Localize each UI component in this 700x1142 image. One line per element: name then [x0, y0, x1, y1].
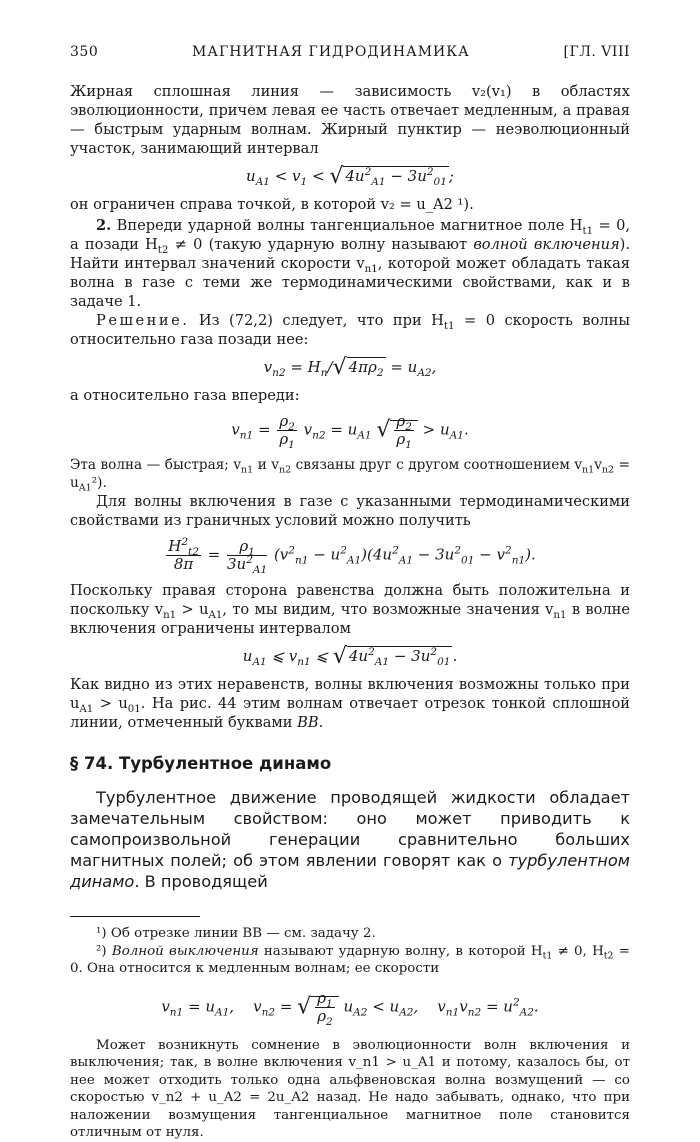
footnotes: [70, 925, 630, 1142]
equation-2: $v_{n2} = H_n/√$ $4\pi\rho_2 = u_{A2}$,: [263, 355, 437, 380]
equation-4: $\frac{H^2_{t2}}{8\pi}$ = $\frac{\rho_1}{3u^2_{A1}}$ $(v^2_{n1} - u^2_{A1})(4u^2_{A1} - 3u^2_{01} - v^2_{n1})$.: [168, 536, 536, 576]
chapter-label: [ГЛ. VIII: [563, 44, 630, 60]
footnote-1: ¹) Об отрезке линии BB — см. задачу 2.: [96, 926, 376, 941]
paragraph-9: Как видно из этих неравенств, волны включения возможны только при $u_{A1} > u_{01}$. На рис. 44 этим волнам отвечает отрезок тонкой сплошной линии, отмеченный буквами BB.: [70, 676, 630, 731]
section-paragraph: Турбулентное движение проводящей жидкости обладает замечательным свойством: оно может приводить к самопроизвольной генерации сравнительно больших магнитных полей; об этом явлении говорят как о турбулентном динамо. В проводящей: [70, 788, 630, 891]
term-switch-on-wave: волной включения: [473, 236, 620, 253]
paragraph-1: Жирная сплошная линия — зависимость v₂(v₁) в областях эволюционности, причем левая ее часть отвечает медленным, а правая — быстрым ударным волнам. Жирный пунктир — неэволюционный участок, занимающий интервал: [70, 83, 630, 157]
problem-number: 2.: [96, 217, 112, 234]
equation-1: $u_{A1} < v_1$ < √ $4u^2_{A1} - 3u^2_{01}$ ;: [246, 164, 454, 189]
solution: Решение. Из (72,2) следует, что при $H_{t1} = 0$ скорость волны относительно газа позади нее:: [70, 312, 630, 348]
solution-label: Решение.: [96, 312, 190, 329]
paragraph-5: а относительно газа впереди:: [70, 387, 300, 404]
equation-5: $u_{A1}$ ⩽ $v_{n1}$ ⩽ √ $4u^2_{A1} - 3u^2_{01}$ .: [242, 644, 458, 669]
footnote-divider: [70, 916, 200, 917]
running-header: [70, 44, 630, 60]
term-turbulent-dynamo: турбулентном динамо: [70, 851, 630, 891]
section-heading: § 74. Турбулентное динамо: [70, 754, 332, 773]
page: [70, 44, 630, 1142]
equation-3: $v_{n1}$ = $\frac{\rho_2}{\rho_1}$ $v_{n2} = u_{A1}$ √ $\frac{\rho_2}{\rho_1}$ > $u_{A1}$.: [231, 412, 469, 451]
footnote-2: ²) Волной выключения называют ударную волну, в которой $H_{t1} \ne 0$, $H_{t2} = 0$. Она относится к медленным волнам; ее скорости: [70, 943, 630, 976]
page-number: 350: [70, 44, 99, 60]
problem-2: 2. Впереди ударной волны тангенциальное магнитное поле $H_{t1} = 0$, а позади $H_{t2} \ne 0$ (такую ударную волну называют волной включения). Найти интервал значений скорости $v_{n1}$, которой может обладать такая волна в газе с теми же термодинамическими свойствами, как и в задаче 1.: [70, 217, 631, 310]
paragraph-8: Поскольку правая сторона равенства должна быть положительна и поскольку $v_{n1} > u_{A1}$, то мы видим, что возможные значения $v_{n1}$ в волне включения ограничены интервалом: [70, 582, 630, 637]
equation-6: $v_{n1} = u_{A1}$, $v_{n2}$ = √ $\frac{\rho_1}{\rho_2}$ $u_{A2} < u_{A2}$, $v_{n1}v_{n2} = u^2_{A2}$.: [161, 988, 539, 1028]
paragraph-6: Эта волна — быстрая; $v_{n1}$ и $v_{n2}$ связаны друг с другом соотношением $v_{n1}v_{n2} = u_{A1}^2$).: [70, 457, 630, 494]
paragraph-2: он ограничен справа точкой, в которой v₂ = u_A2 ¹).: [70, 196, 474, 213]
paragraph-7: Для волны включения в газе с указанными термодинамическими свойствами из граничных условий можно получить: [70, 493, 630, 529]
running-title: МАГНИТНАЯ ГИДРОДИНАМИКА: [192, 44, 470, 60]
footnote-2-continuation: Может возникнуть сомнение в эволюционности волн включения и выключения; так, в волне включения v_n1 > u_A1 и потому, казалось бы, от нее может отходить только одна альфвеновская волна возмущений — со скоростью v_n2 + u_A2 = 2u_A2 назад. Не надо забывать, однако, что при наложении возмущения тангенциальное магнитное поле становится отличным от нуля.: [70, 1037, 630, 1140]
